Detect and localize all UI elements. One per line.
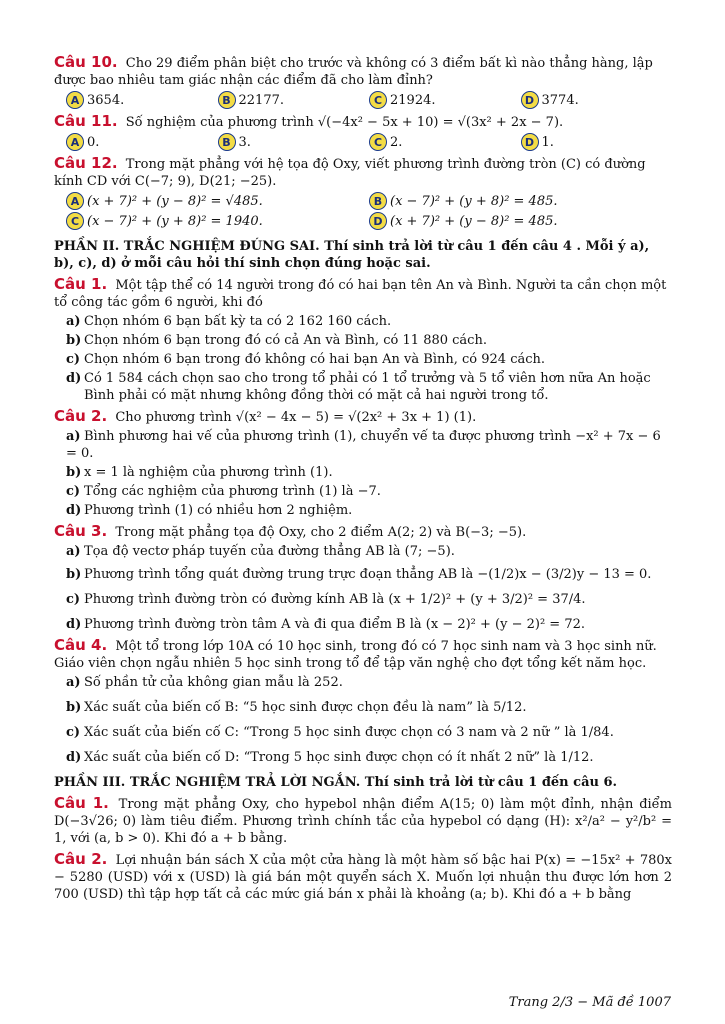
question-label: Câu 11. — [54, 112, 118, 130]
question-label: Câu 4. — [54, 636, 108, 654]
statement-d[interactable]: d) Phương trình đường tròn tâm A và đi qua điểm B là (x − 2)² + (y − 2)² = 72. — [66, 617, 586, 632]
question-label: Câu 2. — [54, 407, 108, 425]
question-text: Trong mặt phẳng với hệ tọa độ Oxy, viết phương trình đường tròn (C) có đường kính CD với C(−7; 9), D(21; −25). — [54, 157, 646, 189]
part2-question-3 — [54, 523, 672, 633]
statement-list — [66, 674, 672, 766]
option-a[interactable]: A 3654. — [66, 91, 218, 109]
question-10 — [54, 54, 672, 109]
option-d[interactable]: D 3774. — [521, 91, 673, 109]
question-text: Số nghiệm của phương trình √(−4x² − 5x + 10) = √(3x² + 2x − 7). — [125, 115, 564, 130]
statement-list — [66, 428, 672, 519]
part3-question-2 — [54, 851, 672, 903]
option-d[interactable]: D (x + 7)² + (y − 8)² = 485. — [369, 212, 672, 230]
part2-question-4 — [54, 637, 672, 766]
part-3-heading: PHẦN III. TRẮC NGHIỆM TRẢ LỜI NGẮN. Thí sinh trả lời từ câu 1 đến câu 6. — [54, 775, 618, 790]
part3-question-1 — [54, 795, 672, 847]
statement-a[interactable]: a) Chọn nhóm 6 bạn bất kỳ ta có 2 162 160 cách. — [66, 314, 392, 329]
question-label: Câu 2. — [54, 850, 108, 868]
statement-b[interactable]: b) Chọn nhóm 6 bạn trong đó có cả An và Bình, có 11 880 cách. — [66, 333, 487, 348]
statement-c[interactable]: c) Tổng các nghiệm của phương trình (1) là −7. — [66, 484, 381, 499]
statement-list — [66, 313, 672, 404]
option-b[interactable]: B 22177. — [218, 91, 370, 109]
option-d[interactable]: D 1. — [521, 133, 673, 151]
option-c[interactable]: C 21924. — [369, 91, 521, 109]
options — [66, 133, 672, 151]
statement-c[interactable]: c) Phương trình đường tròn có đường kính AB là (x + 1/2)² + (y + 3/2)² = 37/4. — [66, 592, 586, 607]
statement-b[interactable]: b) Phương trình tổng quát đường trung trực đoạn thẳng AB là −(1/2)x − (3/2)y − 13 = 0. — [66, 567, 652, 582]
statement-d[interactable]: d) Có 1 584 cách chọn sao cho trong tổ phải có 1 tổ trưởng và 5 tổ viên hơn nữa An hoặc Bình phải có mặt nhưng không đồng thời có mặt cả hai người trong tổ. — [66, 371, 651, 403]
option-a[interactable]: A 0. — [66, 133, 218, 151]
statement-d[interactable]: d) Xác suất của biến cố D: “Trong 5 học sinh được chọn có ít nhất 2 nữ” là 1/12. — [66, 750, 594, 765]
question-label: Câu 12. — [54, 154, 118, 172]
question-text: Trong mặt phẳng tọa độ Oxy, cho 2 điểm A(2; 2) và B(−3; −5). — [115, 525, 527, 540]
statement-b[interactable]: b) x = 1 là nghiệm của phương trình (1). — [66, 465, 333, 480]
option-c[interactable]: C 2. — [369, 133, 521, 151]
question-label: Câu 10. — [54, 53, 118, 71]
question-label: Câu 1. — [54, 794, 109, 812]
statement-c[interactable]: c) Xác suất của biến cố C: “Trong 5 học sinh được chọn có 3 nam và 2 nữ ” là 1/84. — [66, 725, 614, 740]
question-text: Trong mặt phẳng Oxy, cho hypebol nhận điểm A(15; 0) làm một đỉnh, nhận điểm D(−3√26; 0) làm tiêu điểm. Phương trình chính tắc của hypebol có dạng (H): x²/a² − y²/b² = 1, với (a, b > 0). Khi đó a + b bằng. — [54, 797, 673, 846]
question-text: Cho 29 điểm phân biệt cho trước và không có 3 điểm bất kì nào thẳng hàng, lập được bao nhiêu tam giác nhận các điểm đã cho làm đỉnh? — [54, 56, 653, 88]
question-12 — [54, 155, 672, 230]
exam-page — [54, 50, 672, 903]
part2-question-1 — [54, 276, 672, 404]
question-text: Lợi nhuận bán sách X của một cửa hàng là một hàm số bậc hai P(x) = −15x² + 780x − 5280 (USD) với x (USD) là giá bán một quyển sách X. Muốn lợi nhuận thu được lớn hơn 2 700 (USD) thì tập hợp tất cả các mức giá bán x phải là khoảng (a; b). Khi đó a + b bằng — [54, 853, 672, 902]
statement-a[interactable]: a) Bình phương hai vế của phương trình (1), chuyển vế ta được phương trình −x² + 7x − 6 = 0. — [66, 429, 661, 461]
option-c[interactable]: C (x − 7)² + (y + 8)² = 1940. — [66, 212, 369, 230]
option-b[interactable]: B 3. — [218, 133, 370, 151]
part2-question-2 — [54, 408, 672, 519]
question-label: Câu 1. — [54, 275, 108, 293]
question-text: Một tập thể có 14 người trong đó có hai bạn tên An và Bình. Người ta cần chọn một tổ công tác gồm 6 người, khi đó — [54, 278, 667, 310]
statement-d[interactable]: d) Phương trình (1) có nhiều hơn 2 nghiệm. — [66, 503, 353, 518]
statement-c[interactable]: c) Chọn nhóm 6 bạn trong đó không có hai bạn An và Bình, có 924 cách. — [66, 352, 546, 367]
question-text: Cho phương trình √(x² − 4x − 5) = √(2x² + 3x + 1) (1). — [115, 410, 477, 425]
option-b[interactable]: B (x − 7)² + (y + 8)² = 485. — [369, 192, 672, 210]
page-footer: Trang 2/3 − Mã đề 1007 — [508, 995, 671, 1010]
part-2-heading: PHẦN II. TRẮC NGHIỆM ĐÚNG SAI. Thí sinh trả lời từ câu 1 đến câu 4 . Mỗi ý a), b), c), d) ở mỗi câu hỏi thí sinh chọn đúng hoặc sai. — [54, 239, 650, 271]
options-row-2 — [66, 212, 672, 230]
question-11 — [54, 113, 672, 151]
options-row-1 — [66, 192, 672, 210]
statement-list — [66, 543, 672, 633]
question-label: Câu 3. — [54, 522, 108, 540]
option-a[interactable]: A (x + 7)² + (y − 8)² = √485. — [66, 192, 369, 210]
question-text: Một tổ trong lớp 10A có 10 học sinh, trong đó có 7 học sinh nam và 3 học sinh nữ. Giáo viên chọn ngẫu nhiên 5 học sinh trong tổ để tập văn nghệ cho đợt tổng kết năm học. — [54, 639, 657, 671]
statement-b[interactable]: b) Xác suất của biến cố B: “5 học sinh được chọn đều là nam” là 5/12. — [66, 700, 527, 715]
statement-a[interactable]: a) Số phần tử của không gian mẫu là 252. — [66, 675, 343, 690]
statement-a[interactable]: a) Tọa độ vectơ pháp tuyến của đường thẳng AB là (7; −5). — [66, 544, 455, 559]
options — [66, 91, 672, 109]
